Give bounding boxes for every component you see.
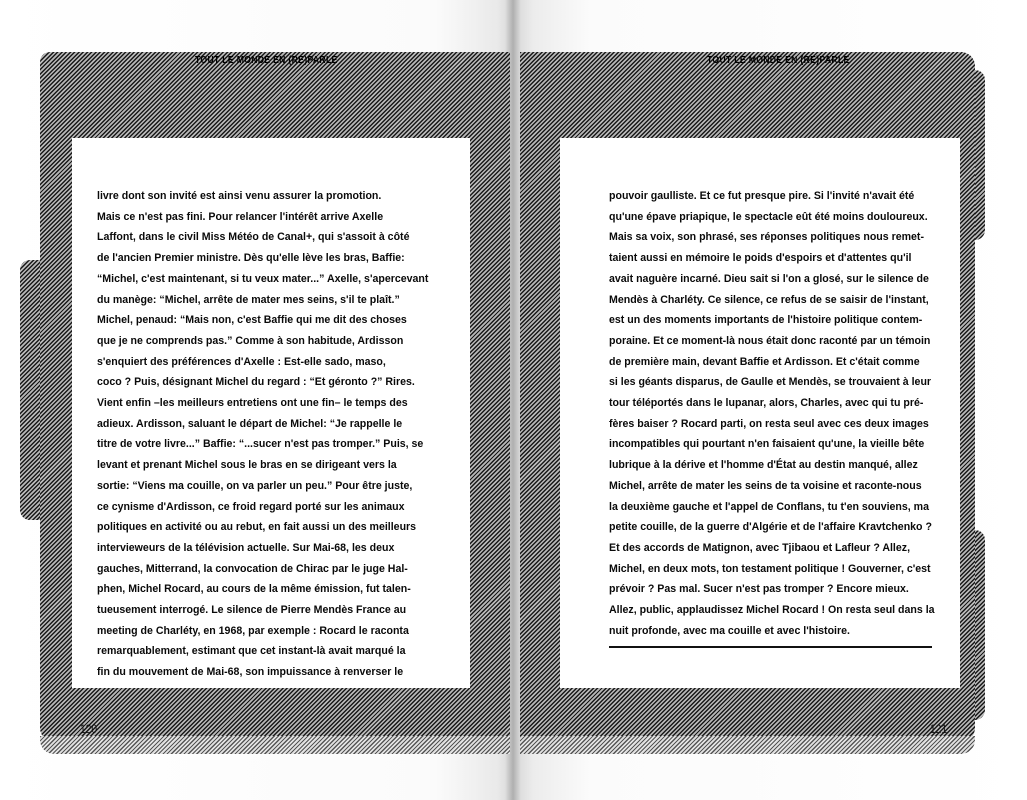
text-line: Laffont, dans le civil Miss Météo de Canal+, qui s'assoit à côté <box>97 231 410 244</box>
text-line: poraine. Et ce moment-là nous était donc raconté par un témoin <box>609 334 931 347</box>
right-running-head: TOUT LE MONDE EN (RE)PARLE <box>707 54 850 66</box>
text-line: de l'ancien Premier ministre. Dès qu'elle lève les bras, Baffie: <box>97 252 405 265</box>
text-line: la deuxième gauche et l'appel de Conflans, tu t'en souviens, ma <box>609 500 929 513</box>
text-line: intervieweurs de la télévision actuelle. Sur Mai-68, les deux <box>97 541 395 554</box>
text-line: prévoir ? Pas mal. Sucer n'est pas tromper ? Encore mieux. <box>609 583 909 596</box>
text-line: si les géants disparus, de Gaulle et Mendès, se trouvaient à leur <box>609 376 932 389</box>
left-running-head: TOUT LE MONDE EN (RE)PARLE <box>195 54 338 66</box>
text-line: tour téléportés dans le lupanar, alors, Charles, avec qui tu pré- <box>609 397 924 410</box>
right-folder-shadow <box>520 736 975 754</box>
text-line: Allez, public, applaudissez Michel Rocard ! On resta seul dans la <box>609 604 935 617</box>
text-line: Mendès à Charléty. Ce silence, ce refus de se saisir de l'instant, <box>609 293 929 306</box>
text-line: Vient enfin –les meilleurs entretiens ont une fin– le temps des <box>97 397 408 410</box>
text-line: incompatibles qui pourtant n'en faisaient qu'une, la vieille bête <box>609 438 925 451</box>
text-line: fères baiser ? Rocard parti, on resta seul avec ces deux images <box>609 417 929 430</box>
text-line: coco ? Puis, désignant Michel du regard : “Et géronto ?” Rires. <box>97 376 415 389</box>
end-rule <box>609 646 932 648</box>
text-line: est un des moments importants de l'histoire politique contem- <box>609 314 923 327</box>
text-line: petite couille, de la guerre d'Algérie et de l'affaire Kravtchenko ? <box>609 521 932 534</box>
left-folder-shadow <box>40 736 510 754</box>
text-line: de première main, devant Baffie et Ardisson. Et c'était comme <box>609 355 920 368</box>
text-line: adieux. Ardisson, saluant le départ de Michel: “Je rappelle le <box>97 417 403 430</box>
left-body-text <box>97 186 447 683</box>
text-line: Michel, penaud: “Mais non, c'est Baffie qui me dit des choses <box>97 314 407 327</box>
left-page-number: 120 <box>80 722 98 736</box>
text-line: livre dont son invité est ainsi venu assurer la promotion. <box>97 190 382 202</box>
text-line: remarquablement, estimant que cet instant-là avait marqué la <box>97 645 406 658</box>
text-line: phen, Michel Rocard, au cours de la même émission, fut talen- <box>97 583 411 596</box>
text-line: Michel, en deux mots, ton testament politique ! Gouverner, c'est <box>609 562 931 575</box>
text-line: meeting de Charléty, en 1968, par exemple : Rocard le raconta <box>97 624 409 637</box>
text-line: politiques en activité ou au rebut, en fait aussi un des meilleurs <box>97 521 417 534</box>
text-line: que je ne comprends pas.” Comme à son habitude, Ardisson <box>97 334 404 347</box>
right-body-text <box>609 186 939 641</box>
text-line: fin du mouvement de Mai-68, son impuissance à renverser le <box>97 666 404 679</box>
text-line: pouvoir gaulliste. Et ce fut presque pire. Si l'invité n'avait été <box>609 190 915 202</box>
text-line: ce cynisme d'Ardisson, ce froid regard porté sur les animaux <box>97 500 405 513</box>
text-line: levant et prenant Michel sous le bras en se dirigeant vers la <box>97 459 397 472</box>
text-line: Michel, arrête de mater les seins de ta voisine et raconte-nous <box>609 479 922 492</box>
text-line: Mais sa voix, son phrasé, ses réponses politiques nous remet- <box>609 231 924 244</box>
text-line: tueusement interrogé. Le silence de Pierre Mendès France au <box>97 604 407 617</box>
text-line: avait naguère incarné. Dieu sait si l'on a glosé, sur le silence de <box>609 272 929 285</box>
text-line: nuit profonde, avec ma couille et avec l'histoire. <box>609 624 850 637</box>
text-line: Mais ce n'est pas fini. Pour relancer l'intérêt arrive Axelle <box>97 210 384 223</box>
text-line: titre de votre livre...” Baffie: “...sucer n'est pas tromper.” Puis, se <box>97 438 424 451</box>
right-page-number: 121 <box>930 722 948 736</box>
text-line: sortie: “Viens ma couille, on va parler un peu.” Pour être juste, <box>97 479 413 492</box>
text-line: “Michel, c'est maintenant, si tu veux mater...” Axelle, s'apercevant <box>97 272 429 285</box>
text-line: Et des accords de Matignon, avec Tjibaou et Lafleur ? Allez, <box>609 541 911 554</box>
text-line: gauches, Mitterrand, la convocation de Chirac par le juge Hal- <box>97 562 408 575</box>
text-line: qu'une épave priapique, le spectacle eût été moins douloureux. <box>609 210 928 223</box>
text-line: s'enquiert des préférences d'Axelle : Est-elle sado, maso, <box>97 355 386 368</box>
text-line: lubrique à la dérive et l'homme d'État au destin manqué, allez <box>609 459 918 472</box>
text-line: du manège: “Michel, arrête de mater mes seins, s'il te plaît.” <box>97 293 400 306</box>
text-line: taient aussi en mémoire le poids d'espoirs et d'attentes qu'il <box>609 252 912 265</box>
